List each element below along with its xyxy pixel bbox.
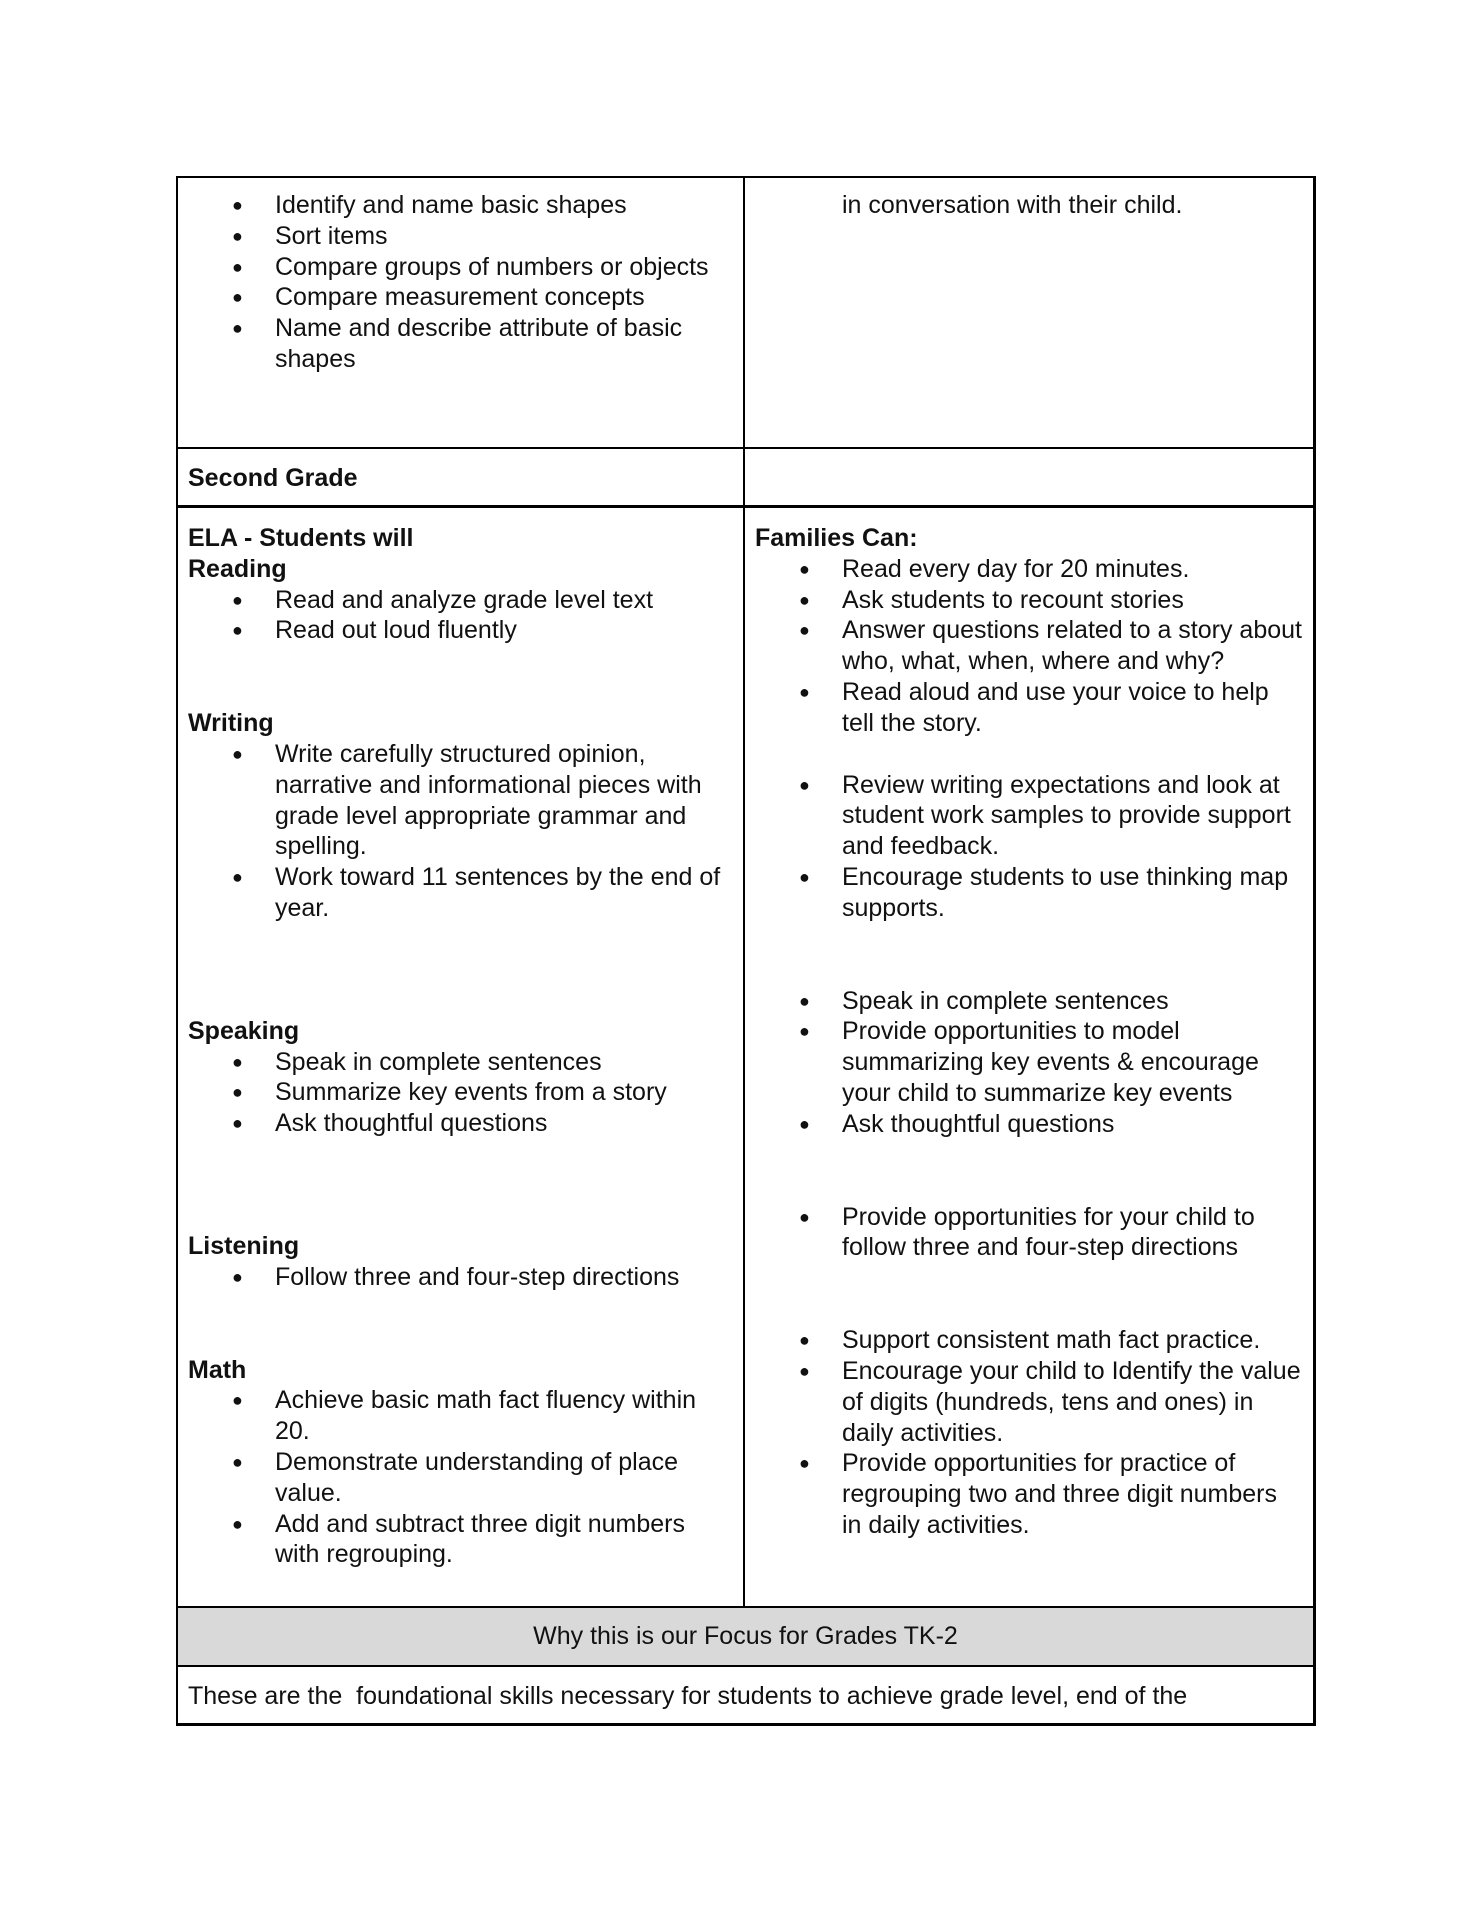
second-grade-content-row	[178, 508, 1313, 1608]
list-item: ● Encourage students to use thinking map supports.	[755, 862, 1303, 924]
math-list	[188, 1385, 733, 1570]
writing-heading: Writing	[188, 709, 274, 738]
families-writing-list	[755, 770, 1303, 924]
focus-body-text: These are the foundational skills necessary for students to achieve grade level, end of the	[188, 1682, 1188, 1710]
list-item: ● Work toward 11 sentences by the end of year.	[188, 862, 733, 924]
list-item: ● Review writing expectations and look at student work samples to provide support and feedback.	[755, 770, 1303, 862]
focus-body-row	[178, 1667, 1313, 1723]
list-item: ● Speak in complete sentences	[188, 1047, 733, 1078]
list-item: ● Read out loud fluently	[188, 615, 733, 646]
speaking-heading: Speaking	[188, 1016, 300, 1045]
listening-heading: Listening	[188, 1231, 300, 1260]
reading-heading: Reading	[188, 554, 287, 583]
families-can-cell	[745, 508, 1313, 1606]
list-item: ● Write carefully structured opinion, narrative and informational pieces with grade level appropriate grammar and spelling.	[188, 739, 733, 862]
students-continued-cell	[178, 178, 745, 447]
families-reading-list	[755, 554, 1303, 739]
list-item: ● Provide opportunities to model summarizing key events & encourage your child to summarize key events	[755, 1016, 1303, 1108]
list-item: ● Read aloud and use your voice to help tell the story.	[755, 677, 1303, 739]
students-will-cell	[178, 508, 745, 1606]
focus-header-row	[178, 1608, 1313, 1667]
list-item: ● Answer questions related to a story about who, what, when, where and why?	[755, 615, 1303, 677]
list-item: ● Encourage your child to Identify the value of digits (hundreds, tens and ones) in daily activities.	[755, 1356, 1303, 1448]
list-item: ● Demonstrate understanding of place value.	[188, 1447, 733, 1509]
math-heading: Math	[188, 1355, 247, 1384]
families-heading: Families Can:	[755, 524, 918, 552]
families-speaking-list	[755, 986, 1303, 1140]
list-item: ● Speak in complete sentences	[755, 986, 1303, 1017]
list-item: ● Ask thoughtful questions	[755, 1109, 1303, 1140]
list-item: ● Provide opportunities for practice of regrouping two and three digit numbers in daily activities.	[755, 1448, 1303, 1540]
families-math-list	[755, 1325, 1303, 1541]
speaking-list	[188, 1047, 733, 1139]
list-item: ● Add and subtract three digit numbers with regrouping.	[188, 1509, 733, 1571]
writing-list	[188, 739, 733, 924]
families-continued-cell	[745, 178, 1313, 447]
list-item: ● Compare measurement concepts	[188, 282, 733, 313]
focus-header: Why this is our Focus for Grades TK-2	[533, 1622, 958, 1650]
math-skills-list	[188, 190, 733, 375]
reading-list	[188, 585, 733, 647]
list-item: ● Read every day for 20 minutes.	[755, 554, 1303, 585]
list-item: ● Follow three and four-step directions	[188, 1262, 733, 1293]
grade-expectations-table	[176, 176, 1316, 1726]
list-item: ● Achieve basic math fact fluency within 20.	[188, 1385, 733, 1447]
students-heading: ELA - Students will	[188, 524, 414, 552]
list-item: ● Read and analyze grade level text	[188, 585, 733, 616]
list-item: ● Summarize key events from a story	[188, 1077, 733, 1108]
list-item: ● Provide opportunities for your child to follow three and four-step directions	[755, 1202, 1303, 1264]
list-item: ● Ask students to recount stories	[755, 585, 1303, 616]
list-item: ● Compare groups of numbers or objects	[188, 252, 733, 283]
continued-text: in conversation with their child.	[842, 191, 1183, 219]
list-item: ● Identify and name basic shapes	[188, 190, 733, 221]
listening-list	[188, 1262, 733, 1293]
list-item: ● Name and describe attribute of basic shapes	[188, 313, 733, 375]
grade-title: Second Grade	[178, 449, 745, 505]
grade-header-empty-cell	[745, 449, 1313, 505]
list-item: ● Ask thoughtful questions	[188, 1108, 733, 1139]
grade-header-row	[178, 449, 1313, 508]
table-row-continued	[178, 178, 1313, 449]
list-item: ● Support consistent math fact practice.	[755, 1325, 1303, 1356]
families-listening-list	[755, 1202, 1303, 1264]
list-item: ● Sort items	[188, 221, 733, 252]
